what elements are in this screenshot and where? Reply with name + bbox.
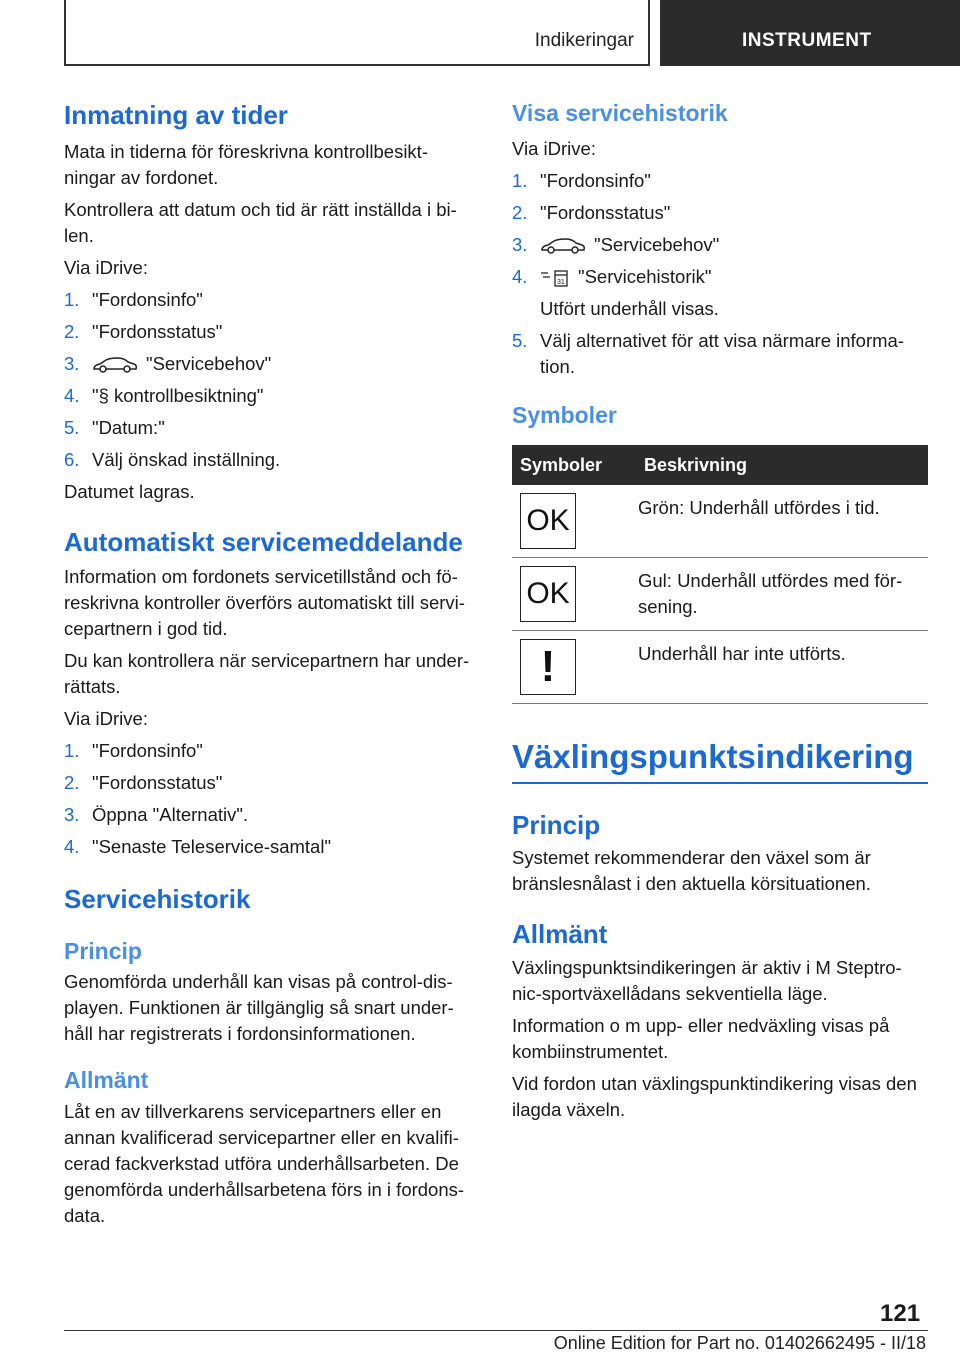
- step-number: 5.: [512, 329, 528, 351]
- step-text: "Servicebehov": [146, 353, 272, 375]
- step-text: "Servicehistorik": [578, 265, 712, 287]
- heading-allmant: Allmänt: [64, 1067, 149, 1094]
- list-item: [64, 802, 478, 828]
- paragraph: Kontrollera att datum och tid är rätt inställda i bi-len.: [64, 199, 457, 247]
- heading-princip: Princip: [512, 810, 601, 841]
- step-number: 4.: [64, 385, 80, 407]
- list-item: [512, 296, 928, 322]
- step-number: 2.: [64, 321, 80, 343]
- heading-princip: Princip: [64, 937, 142, 964]
- svg-text:31: 31: [557, 278, 565, 286]
- step-number: 1.: [64, 740, 80, 762]
- service-calendar-icon: [540, 268, 570, 288]
- step-number: 3.: [64, 353, 80, 375]
- paragraph: Datumet lagras.: [64, 481, 195, 503]
- footer-divider: [64, 1330, 928, 1331]
- left-column: [64, 100, 478, 1235]
- heading-servicehistorik: Servicehistorik: [64, 884, 251, 915]
- heading-allmant: Allmänt: [512, 919, 608, 950]
- section-tab[interactable]: [64, 0, 650, 66]
- step-text: "Servicebehov": [594, 233, 720, 255]
- car-icon: [92, 357, 138, 373]
- paragraph: Via iDrive:: [64, 708, 148, 730]
- table-row: [512, 485, 928, 558]
- list-item: [512, 264, 928, 290]
- list-item: [512, 168, 928, 194]
- paragraph: Växlingspunktsindikeringen är aktiv i M Steptro-nic-sportväxellådans sekventiella läge.: [512, 956, 902, 1004]
- heading-symboler: Symboler: [512, 401, 617, 428]
- right-column: [512, 100, 928, 1129]
- paragraph: Via iDrive:: [64, 257, 148, 279]
- list-item: [512, 232, 928, 258]
- steps-list: [512, 168, 928, 380]
- list-item: [64, 447, 478, 473]
- step-number: 1.: [512, 169, 528, 191]
- heading-vaxlingspunktsindikering: Växlingspunktsindikering: [512, 738, 928, 784]
- paragraph: Låt en av tillverkarens servicepartners eller en annan kvalificerad servicepartner eller en kvalifi-cerad fackverkstad utföra underhållsarbeten. De genomförda underhållsarbetena förs in i fordons-data.: [64, 1100, 465, 1226]
- list-item: [64, 738, 478, 764]
- symbol-cell: [512, 558, 636, 631]
- chapter-label: INSTRUMENT: [742, 30, 872, 51]
- paragraph: Du kan kontrollera när servicepartnern har under-rättats.: [64, 650, 470, 698]
- step-number: 4.: [64, 836, 80, 858]
- step-number: 3.: [64, 804, 80, 826]
- table-row: [512, 558, 928, 631]
- description-cell: Underhåll har inte utförts.: [636, 631, 928, 704]
- table-header-row: [512, 445, 928, 485]
- step-text: "Fordonsinfo": [92, 289, 203, 311]
- table-row: [512, 631, 928, 704]
- step-text: Öppna "Alternativ".: [92, 804, 249, 826]
- heading-visa-servicehistorik: Visa servicehistorik: [512, 100, 728, 126]
- list-item: [64, 834, 478, 860]
- step-text: "Datum:": [92, 417, 165, 439]
- heading-automatiskt: Automatiskt servicemeddelande: [64, 527, 463, 558]
- step-text: "Fordonsinfo": [92, 740, 203, 762]
- exclamation-symbol-icon: !: [520, 639, 576, 695]
- paragraph: Information o m upp- eller nedväxling visas på kombiinstrumentet.: [512, 1014, 890, 1062]
- paragraph: Vid fordon utan växlingspunktindikering visas den ilagda växeln.: [512, 1072, 917, 1120]
- list-item: [512, 200, 928, 226]
- list-item: [512, 328, 928, 380]
- step-number: 6.: [64, 449, 80, 471]
- list-item: [64, 319, 478, 345]
- section-label: Indikeringar: [534, 30, 634, 51]
- list-item: [64, 383, 478, 409]
- paragraph: Genomförda underhåll kan visas på control-dis-playen. Funktionen är tillgänglig så snart under-håll har registrerats i fordonsinformationen.: [64, 971, 454, 1045]
- chapter-tab[interactable]: [660, 0, 960, 66]
- heading-inmatning: Inmatning av tider: [64, 100, 288, 130]
- step-text: "§ kontrollbesiktning": [92, 385, 264, 407]
- paragraph: Systemet rekommenderar den växel som är bränslesnålast i den aktuella körsituationen.: [512, 847, 871, 895]
- step-text: "Fordonsstatus": [92, 321, 223, 343]
- step-text: Välj önskad inställning.: [92, 449, 281, 471]
- car-icon: [540, 238, 586, 254]
- page-header: [0, 0, 960, 66]
- paragraph: Mata in tiderna för föreskrivna kontrollbesikt-ningar av fordonet.: [64, 141, 428, 189]
- steps-list: [64, 287, 478, 473]
- step-text: "Fordonsstatus": [540, 201, 671, 223]
- step-note: Utfört underhåll visas.: [540, 297, 719, 319]
- description-cell: Gul: Underhåll utfördes med för-sening.: [636, 558, 928, 631]
- steps-list: [64, 738, 478, 860]
- step-number: 5.: [64, 417, 80, 439]
- ok-symbol-icon: OK: [520, 493, 576, 549]
- step-number: 3.: [512, 233, 528, 255]
- step-number: 4.: [512, 265, 528, 287]
- list-item: [64, 415, 478, 441]
- step-text: "Senaste Teleservice-samtal": [92, 836, 332, 858]
- step-number: 2.: [512, 201, 528, 223]
- list-item: [64, 351, 478, 377]
- column-header: Symboler: [512, 445, 636, 485]
- symbol-table: [512, 445, 928, 704]
- step-text: Välj alternativet för att visa närmare informa-tion.: [540, 329, 904, 377]
- step-text: "Fordonsinfo": [540, 169, 651, 191]
- list-item: [64, 287, 478, 313]
- page-number: 121: [880, 1300, 921, 1327]
- list-item: [64, 770, 478, 796]
- edition-footer: Online Edition for Part no. 01402662495 - II/18: [553, 1333, 926, 1353]
- column-header: Beskrivning: [636, 445, 928, 485]
- step-text: "Fordonsstatus": [92, 772, 223, 794]
- symbol-cell: [512, 631, 636, 704]
- paragraph: Via iDrive:: [512, 137, 596, 159]
- description-cell: Grön: Underhåll utfördes i tid.: [636, 485, 928, 558]
- symbol-cell: [512, 485, 636, 558]
- ok-symbol-icon: OK: [520, 566, 576, 622]
- paragraph: Information om fordonets servicetillstånd och fö-reskrivna kontroller överförs automatiskt till servi-cepartnern i god tid.: [64, 566, 465, 640]
- step-number: 2.: [64, 772, 80, 794]
- step-number: 1.: [64, 289, 80, 311]
